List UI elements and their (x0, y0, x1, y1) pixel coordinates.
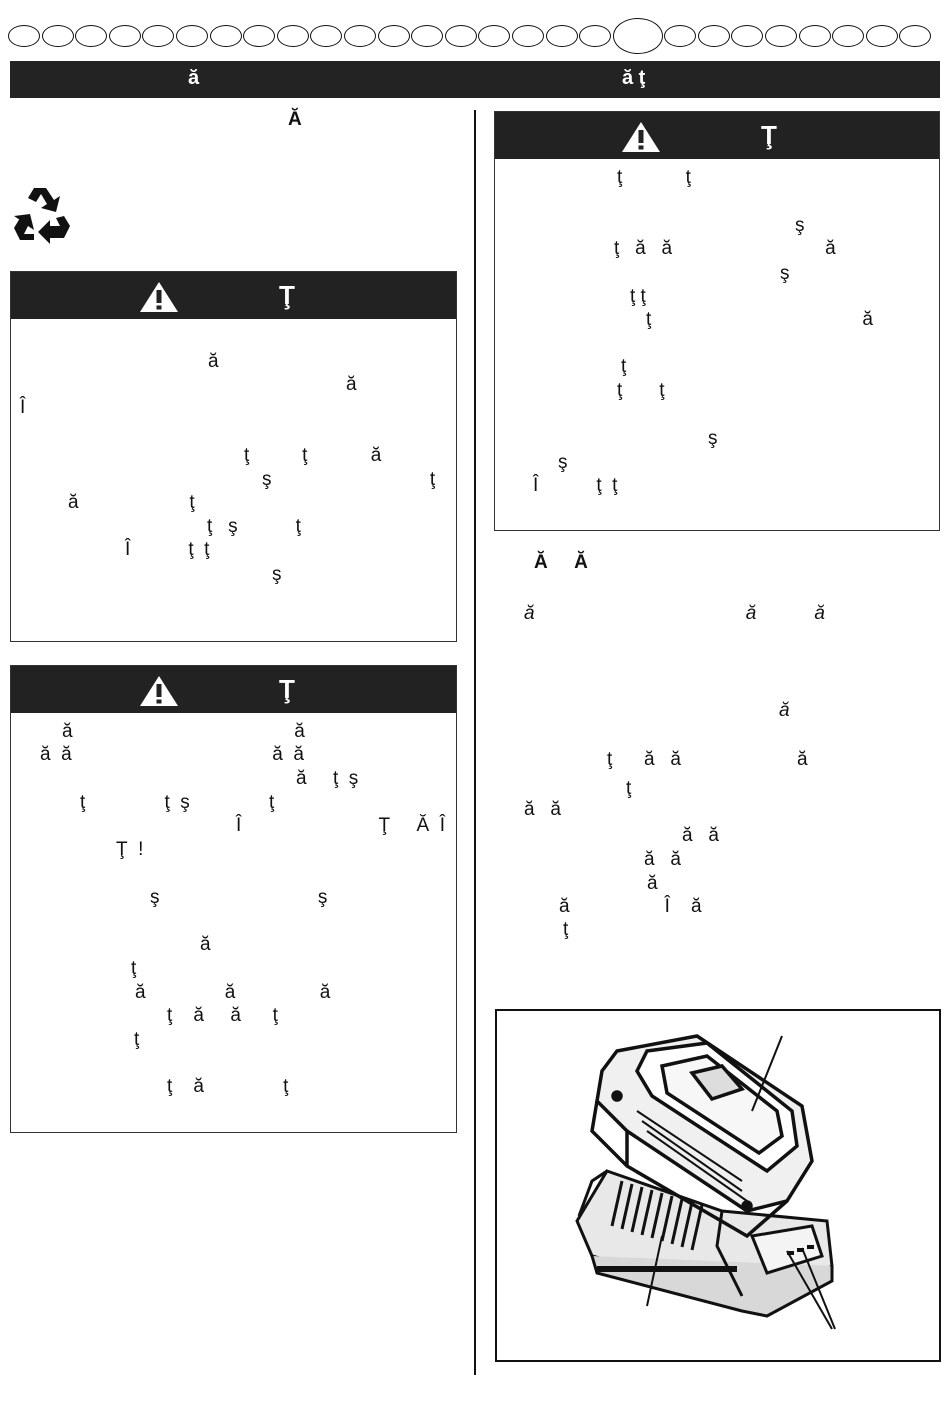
header-oval (866, 25, 898, 47)
header-oval (176, 25, 208, 47)
w1-line-8: Î ţ ţ (125, 539, 210, 560)
italic-line-2: ă (779, 700, 790, 721)
w2-line-4: ţ ţ ş ţ (80, 792, 275, 813)
header-oval (832, 25, 864, 47)
charger-feet (597, 1266, 737, 1272)
left-section-heading: Ă (288, 109, 302, 130)
italic-line-1: ă ă ă (524, 603, 825, 624)
w3-line-2: ş (795, 215, 805, 236)
w2-line-2: ă ă ă ă (40, 744, 304, 765)
w3-line-4: ş (780, 263, 790, 284)
header-oval (142, 25, 174, 47)
right-section-heading: Ă Ă (534, 552, 588, 573)
r-body-line-1: ţ ă ă ă (607, 749, 808, 770)
charger-figure (495, 1009, 941, 1362)
header-oval (512, 25, 544, 47)
warning-1-title: Ţ (279, 280, 295, 310)
header-oval (698, 25, 730, 47)
w1-line-3: Î (20, 397, 26, 418)
w2-line-9: ţ (131, 958, 137, 979)
header-oval (613, 18, 663, 54)
w3-line-8: ţ ţ (617, 380, 665, 401)
warning-box-1-header (11, 272, 456, 319)
column-divider (474, 110, 476, 1375)
header-oval (8, 25, 40, 47)
w3-line-10: ş (558, 452, 568, 473)
header-left-title: ă (188, 67, 200, 89)
header-oval (765, 25, 797, 47)
warning-box-3-header (495, 112, 939, 159)
warning-icon (620, 120, 662, 154)
w3-line-3: ţ ă ă ă (614, 238, 836, 259)
header-oval (378, 25, 410, 47)
r-body-line-3: ă ă (524, 799, 561, 820)
warning-icon (138, 674, 180, 708)
header-oval (546, 25, 578, 47)
header-oval (664, 25, 696, 47)
header-oval (411, 25, 443, 47)
warning-icon (138, 280, 180, 314)
w1-line-7: ţ ş ţ (207, 516, 301, 537)
header-oval (799, 25, 831, 47)
w3-line-5: ţ ţ (630, 286, 646, 307)
header-oval (210, 25, 242, 47)
r-body-line-2: ţ (626, 778, 632, 799)
w1-line-5: ş ţ (262, 469, 436, 490)
w2-line-6: Ţ ! (116, 839, 144, 860)
header-oval (109, 25, 141, 47)
page-header-ovals (8, 18, 944, 54)
w2-line-8: ă (200, 934, 211, 955)
w3-line-6: ţ ă (646, 309, 873, 330)
header-oval (344, 25, 376, 47)
w1-line-6: ă ţ (68, 492, 195, 513)
header-right-title: ă ţ (622, 67, 646, 89)
w3-line-7: ţ (621, 356, 627, 377)
w2-line-5: Î Ţ Ă Î (236, 815, 446, 836)
header-oval (731, 25, 763, 47)
recycle-icon (10, 182, 74, 246)
r-body-line-4: ă ă (682, 825, 719, 846)
w2-line-3: ă ţ ş (296, 768, 359, 789)
warning-3-title: Ţ (761, 120, 777, 150)
w2-line-11: ţ ă ă ţ (167, 1005, 278, 1026)
w1-line-4: ţ ţ ă (244, 445, 382, 466)
w1-line-1: ă (208, 351, 219, 372)
r-body-line-6: ă (647, 873, 658, 894)
header-oval (478, 25, 510, 47)
warning-box-1 (10, 271, 457, 642)
w3-line-1: ţ ţ (617, 167, 691, 188)
header-oval (75, 25, 107, 47)
w2-line-7: ş ş (150, 887, 328, 908)
w2-line-10: ă ă ă (135, 982, 331, 1003)
w3-line-9: ş (708, 428, 718, 449)
battery-charger-illustration-icon (497, 1011, 939, 1360)
header-bar (10, 61, 940, 98)
header-oval (579, 25, 611, 47)
w3-line-11: Î ţ ţ (533, 475, 618, 496)
header-oval (243, 25, 275, 47)
header-oval (277, 25, 309, 47)
w1-line-2: ă (346, 374, 357, 395)
r-body-line-5: ă ă (644, 849, 681, 870)
header-oval (445, 25, 477, 47)
header-oval (42, 25, 74, 47)
r-body-line-8: ţ (563, 919, 569, 940)
w2-line-12: ţ (134, 1029, 140, 1050)
w2-line-13: ţ ă ţ (167, 1076, 289, 1097)
header-oval (310, 25, 342, 47)
warning-2-title: Ţ (279, 674, 295, 704)
w2-line-1: ă ă (62, 721, 305, 742)
r-body-line-7: ă Î ă (559, 896, 702, 917)
warning-box-2-header (11, 666, 456, 713)
w1-line-9: ş (272, 564, 282, 585)
header-oval (899, 25, 931, 47)
